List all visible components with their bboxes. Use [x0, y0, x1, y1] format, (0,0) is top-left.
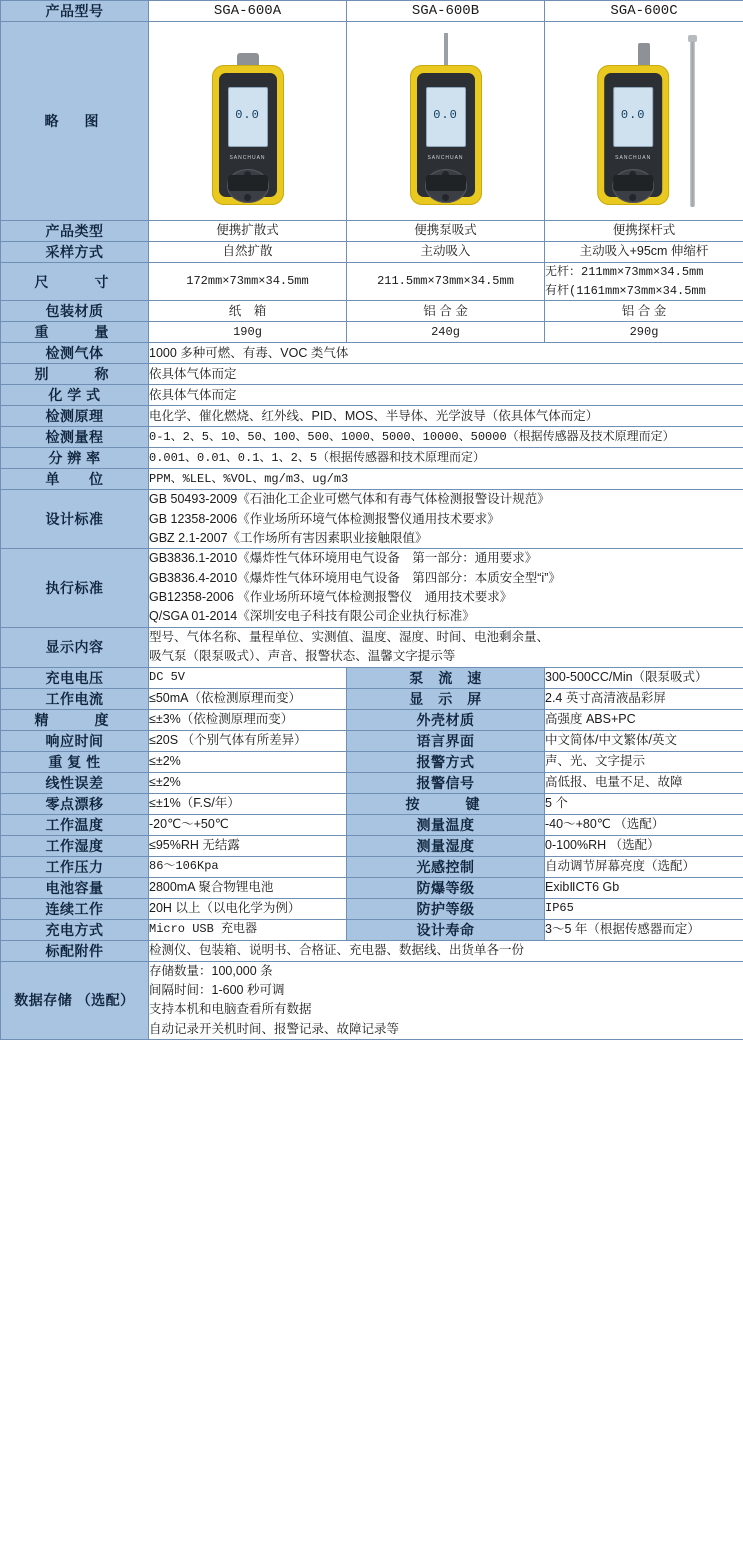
- sampling-a: 自然扩散: [149, 242, 347, 263]
- row-label-diagram: 略 图: [1, 22, 149, 221]
- linearity-error-value: ≤±2%: [149, 772, 347, 793]
- table-row-pair-7: [1, 814, 743, 835]
- display-content-line-2: 吸气泵（限泵吸式）、声音、报警状态、温馨文字提示等: [149, 649, 456, 664]
- design-standard-line-2: GB 12358-2006《作业场所环境气体检测报警仪通用技术要求》: [149, 511, 500, 526]
- pump-flow-value: 300-500CC/Min（限泵吸式）: [545, 667, 743, 688]
- table-row-pair-3: [1, 730, 743, 751]
- table-row-product-type: [1, 221, 743, 242]
- table-row-diagram: [1, 22, 743, 221]
- size-c-line-2: 有杆(1161mm×73mm×34.5mm: [545, 283, 706, 298]
- language-value: 中文简体/中文繁体/英文: [545, 730, 743, 751]
- row-label-zero-drift: 零点漂移: [1, 793, 149, 814]
- device-image-c: [545, 22, 743, 221]
- device-sensor-grill: [228, 175, 268, 191]
- model-c: SGA-600C: [545, 1, 743, 22]
- row-label-repeatability: 重 复 性: [1, 751, 149, 772]
- table-row-detect-gas: [1, 343, 743, 364]
- row-label-principle: 检测原理: [1, 406, 149, 427]
- device-screen: [228, 87, 268, 147]
- row-label-model: 产品型号: [1, 1, 149, 22]
- table-row-pair-4: [1, 751, 743, 772]
- alarm-signal-value: 高低报、电量不足、故障: [545, 772, 743, 793]
- row-label-range: 检测量程: [1, 427, 149, 448]
- size-b: 211.5mm×73mm×34.5mm: [347, 263, 545, 301]
- table-row-design-standard: [1, 490, 743, 549]
- packaging-a: 纸 箱: [149, 301, 347, 322]
- accuracy-value: ≤±3%（依检测原理而变）: [149, 709, 347, 730]
- table-row-exec-standard: [1, 549, 743, 628]
- detect-gas-value: 1000 多种可燃、有毒、VOC 类气体: [149, 343, 743, 364]
- product-type-a: 便携扩散式: [149, 221, 347, 242]
- ip-rating-value: IP65: [545, 898, 743, 919]
- row-label-packaging: 包装材质: [1, 301, 149, 322]
- row-label-shell-material: 外壳材质: [347, 709, 545, 730]
- response-time-value: ≤20S （个别气体有所差异）: [149, 730, 347, 751]
- exec-standard-line-1: GB3836.1-2010《爆炸性气体环境用电气设备 第一部分：通用要求》: [149, 551, 538, 566]
- row-label-product-type: 产品类型: [1, 221, 149, 242]
- size-a: 172mm×73mm×34.5mm: [149, 263, 347, 301]
- table-row-pair-0: [1, 667, 743, 688]
- working-current-value: ≤50mA（依检测原理而变）: [149, 688, 347, 709]
- row-label-ex-rating: 防爆等级: [347, 877, 545, 898]
- accessories-value: 检测仪、包装箱、说明书、合格证、充电器、数据线、出货单各一份: [149, 940, 743, 961]
- table-row-accessories: [1, 940, 743, 961]
- device-body: [410, 65, 482, 205]
- row-label-alias: 别 称: [1, 364, 149, 385]
- row-label-accessories: 标配附件: [1, 940, 149, 961]
- device-screen: [426, 87, 466, 147]
- row-label-working-temp: 工作温度: [1, 814, 149, 835]
- row-label-response-time: 响应时间: [1, 730, 149, 751]
- data-storage-value: [149, 961, 743, 1040]
- size-c: [545, 263, 743, 301]
- table-row-alias: [1, 364, 743, 385]
- table-row-pair-11: [1, 898, 743, 919]
- table-row-packaging: [1, 301, 743, 322]
- device-sensor-grill: [426, 175, 466, 191]
- row-label-weight: 重 量: [1, 322, 149, 343]
- exec-standard-line-3: GB12358-2006 《作业场所环境气体检测报警仪 通用技术要求》: [149, 590, 513, 605]
- row-label-continuous-work: 连续工作: [1, 898, 149, 919]
- row-label-display-screen: 显 示 屏: [347, 688, 545, 709]
- design-standard-line-3: GBZ 2.1-2007《工作场所有害因素职业接触限值》: [149, 530, 428, 545]
- working-humidity-value: ≤95%RH 无结露: [149, 835, 347, 856]
- row-label-linearity-error: 线性误差: [1, 772, 149, 793]
- row-label-design-standard: 设计标准: [1, 490, 149, 549]
- model-b: SGA-600B: [347, 1, 545, 22]
- table-row-pair-12: [1, 919, 743, 940]
- row-label-unit: 单 位: [1, 469, 149, 490]
- sampling-b: 主动吸入: [347, 242, 545, 263]
- screen-reading-b: 0.0: [433, 108, 458, 122]
- device-sensor-grill: [613, 175, 653, 191]
- table-row-pair-10: [1, 877, 743, 898]
- row-label-working-current: 工作电流: [1, 688, 149, 709]
- row-label-alarm-signal: 报警信号: [347, 772, 545, 793]
- table-row-display-content: [1, 627, 743, 667]
- row-label-measure-temp: 测量温度: [347, 814, 545, 835]
- row-label-resolution: 分 辨 率: [1, 448, 149, 469]
- row-label-display-content: 显示内容: [1, 627, 149, 667]
- telescopic-probe-icon: [690, 35, 695, 207]
- light-control-value: 自动调节屏幕亮度（选配）: [545, 856, 743, 877]
- exec-standard-value: [149, 549, 743, 628]
- screen-reading-c: 0.0: [620, 108, 646, 122]
- data-storage-line-1: 存储数量：100,000 条: [149, 963, 273, 978]
- exec-standard-line-2: GB3836.4-2010《爆炸性气体环境用电气设备 第四部分：本质安全型“i”》: [149, 570, 561, 585]
- range-value: 0-1、2、5、10、50、100、500、1000、5000、10000、50000（根据传感器及技术原理而定）: [149, 427, 743, 448]
- data-storage-line-4: 自动记录开关机时间、报警记录、故障记录等: [149, 1021, 400, 1036]
- screen-reading-a: 0.0: [235, 108, 260, 122]
- table-row-weight: [1, 322, 743, 343]
- data-storage-line-2: 间隔时间：1-600 秒可调: [149, 982, 285, 997]
- working-temp-value: -20℃～+50℃: [149, 814, 347, 835]
- ex-rating-value: ExibⅡCT6 Gb: [545, 877, 743, 898]
- data-storage-label-line-2: （选配）: [76, 992, 135, 1009]
- display-screen-value: 2.4 英寸高清液晶彩屏: [545, 688, 743, 709]
- table-row-pair-5: [1, 772, 743, 793]
- device-brand-b: SANCHUAN: [427, 155, 464, 161]
- device-body: [212, 65, 284, 205]
- weight-b: 240g: [347, 322, 545, 343]
- row-label-pump-flow: 泵 流 速: [347, 667, 545, 688]
- row-label-alarm-mode: 报警方式: [347, 751, 545, 772]
- design-standard-value: [149, 490, 743, 549]
- row-label-design-life: 设计寿命: [347, 919, 545, 940]
- row-label-size: 尺 寸: [1, 263, 149, 301]
- row-label-formula: 化 学 式: [1, 385, 149, 406]
- table-row-principle: [1, 406, 743, 427]
- shell-material-value: 高强度 ABS+PC: [545, 709, 743, 730]
- zero-drift-value: ≤±1%（F.S/年）: [149, 793, 347, 814]
- formula-value: 依具体气体而定: [149, 385, 743, 406]
- row-label-data-storage: [1, 961, 149, 1040]
- row-label-ip-rating: 防护等级: [347, 898, 545, 919]
- charge-voltage-value: DC 5V: [149, 667, 347, 688]
- row-label-working-humidity: 工作湿度: [1, 835, 149, 856]
- charge-method-value: Micro USB 充电器: [149, 919, 347, 940]
- row-label-charge-method: 充电方式: [1, 919, 149, 940]
- table-row-formula: [1, 385, 743, 406]
- continuous-work-value: 20H 以上（以电化学为例）: [149, 898, 347, 919]
- table-row-range: [1, 427, 743, 448]
- weight-a: 190g: [149, 322, 347, 343]
- display-content-line-1: 型号、气体名称、量程单位、实测值、温度、湿度、时间、电池剩余量、: [149, 629, 550, 644]
- battery-capacity-value: 2800mA 聚合物锂电池: [149, 877, 347, 898]
- table-row-size: [1, 263, 743, 301]
- packaging-b: 铝 合 金: [347, 301, 545, 322]
- unit-value: PPM、%LEL、%VOL、mg/m3、ug/m3: [149, 469, 743, 490]
- table-row-pair-6: [1, 793, 743, 814]
- row-label-language: 语言界面: [347, 730, 545, 751]
- table-row-pair-8: [1, 835, 743, 856]
- product-type-b: 便携泵吸式: [347, 221, 545, 242]
- packaging-c: 铝 合 金: [545, 301, 743, 322]
- repeatability-value: ≤±2%: [149, 751, 347, 772]
- row-label-charge-voltage: 充电电压: [1, 667, 149, 688]
- model-a: SGA-600A: [149, 1, 347, 22]
- working-pressure-value: 86～106Kpa: [149, 856, 347, 877]
- row-label-measure-humidity: 测量湿度: [347, 835, 545, 856]
- table-row-resolution: [1, 448, 743, 469]
- weight-c: 290g: [545, 322, 743, 343]
- alias-value: 依具体气体而定: [149, 364, 743, 385]
- table-row-pair-2: [1, 709, 743, 730]
- table-row-pair-9: [1, 856, 743, 877]
- row-label-battery-capacity: 电池容量: [1, 877, 149, 898]
- table-row-unit: [1, 469, 743, 490]
- design-life-value: 3～5 年（根据传感器而定）: [545, 919, 743, 940]
- size-c-line-1: 无杆：211mm×73mm×34.5mm: [545, 265, 704, 279]
- table-row-model-header: [1, 1, 743, 22]
- row-label-keys: 按 键: [347, 793, 545, 814]
- device-image-a: [149, 22, 347, 221]
- device-brand-a: SANCHUAN: [229, 155, 266, 161]
- row-label-exec-standard: 执行标准: [1, 549, 149, 628]
- design-standard-line-1: GB 50493-2009《石油化工企业可燃气体和有毒气体检测报警设计规范》: [149, 492, 550, 507]
- device-screen: [613, 87, 653, 147]
- keys-value: 5 个: [545, 793, 743, 814]
- alarm-mode-value: 声、光、文字提示: [545, 751, 743, 772]
- row-label-working-pressure: 工作压力: [1, 856, 149, 877]
- measure-temp-value: -40～+80℃ （选配）: [545, 814, 743, 835]
- device-image-b: [347, 22, 545, 221]
- table-row-pair-1: [1, 688, 743, 709]
- resolution-value: 0.001、0.01、0.1、1、2、5（根据传感器和技术原理而定）: [149, 448, 743, 469]
- data-storage-label-line-1: 数据存储: [14, 992, 73, 1009]
- sampling-c: 主动吸入+95cm 伸缩杆: [545, 242, 743, 263]
- data-storage-line-3: 支持本机和电脑查看所有数据: [149, 1002, 312, 1017]
- table-row-sampling: [1, 242, 743, 263]
- row-label-sampling: 采样方式: [1, 242, 149, 263]
- device-body: [597, 65, 669, 205]
- exec-standard-line-4: Q/SGA 01-2014《深圳安电子科技有限公司企业执行标准》: [149, 609, 475, 624]
- measure-humidity-value: 0-100%RH （选配）: [545, 835, 743, 856]
- principle-value: 电化学、催化燃烧、红外线、PID、MOS、半导体、光学波导（依具体气体而定）: [149, 406, 743, 427]
- table-row-data-storage: [1, 961, 743, 1040]
- device-brand-c: SANCHUAN: [615, 155, 652, 161]
- row-label-accuracy: 精 度: [1, 709, 149, 730]
- row-label-light-control: 光感控制: [347, 856, 545, 877]
- product-type-c: 便携探杆式: [545, 221, 743, 242]
- display-content-value: [149, 627, 743, 667]
- row-label-detect-gas: 检测气体: [1, 343, 149, 364]
